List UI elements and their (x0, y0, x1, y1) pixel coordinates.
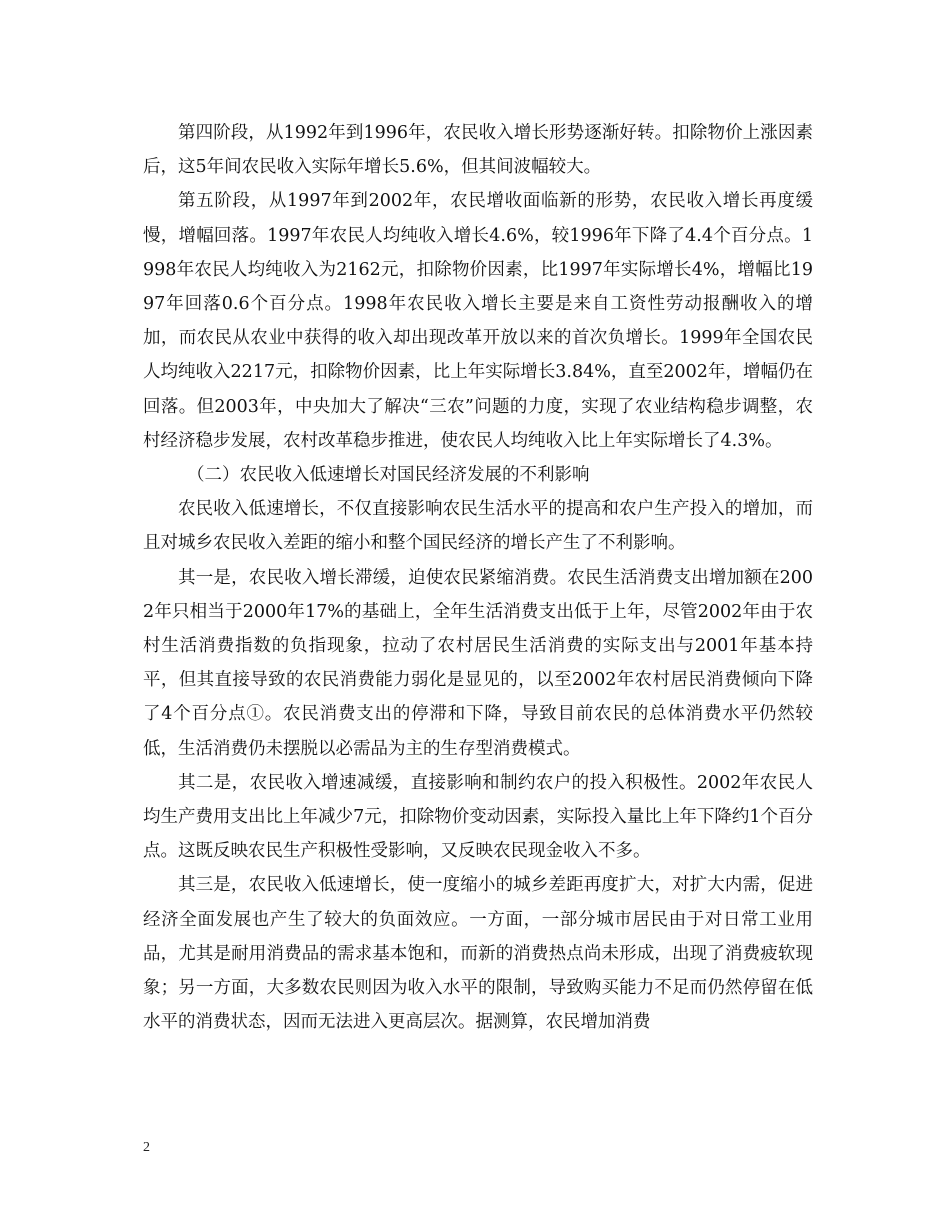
section-heading: （二）农民收入低速增长对国民经济发展的不利影响 (187, 465, 590, 486)
paragraph-third-effect: 其三是，农民收入低速增长，使一度缩小的城乡差距再度扩大，对扩大内需，促进经济全面发展也产生了较大的负面效应。一方面，一部分城市居民由于对日常工业用品，尤其是耐用消费品的需求基本饱和，而新的消费热点尚未形成，出现了消费疲软现象；另一方面，大多数农民则因为收入水平的限制，导致购买能力不足而仍然停留在低水平的消费状态，因而无法进入更高层次。据测算，农民增加消费 (143, 875, 813, 1033)
paragraph-second-effect: 其二是，农民收入增速减缓，直接影响和制约农户的投入积极性。2002年农民人均生产费用支出比上年减少7元，扣除物价变动因素，实际投入量比上年下降约1个百分点。这既反映农民生产积极性受影响，又反映农民现金收入不多。 (143, 772, 813, 862)
paragraph-first-effect: 其一是，农民收入增长滞缓，迫使农民紧缩消费。农民生活消费支出增加额在2002年只相当于2000年17%的基础上，全年生活消费支出低于上年，尽管2002年由于农村生活消费指数的负指现象，拉动了农村居民生活消费的实际支出与2001年基本持平，但其直接导致的农民消费能力弱化是显见的，以至2002年农村居民消费倾向下降了4个百分点①。农民消费支出的停滞和下降，导致目前农民的总体消费水平仍然较低，生活消费仍未摆脱以必需品为主的生存型消费模式。 (143, 567, 813, 759)
paragraph-stage-five: 第五阶段，从1997年到2002年，农民增收面临新的形势，农民收入增长再度缓慢，增幅回落。1997年农民人均纯收入增长4.6%，较1996年下降了4.4个百分点。1998年农民人均纯收入为2162元，扣除物价因素，比1997年实际增长4%，增幅比1997年回落0.6个百分点。1998年农民收入增长主要是来自工资性劳动报酬收入的增加，而农民从农业中获得的收入却出现改革开放以来的首次负增长。1999年全国农民人均纯收入2217元，扣除物价因素，比上年实际增长3.84%，直至2002年，增幅仍在回落。但2003年，中央加大了解决“三农”问题的力度，实现了农业结构稳步调整，农村经济稳步发展，农村改革稳步推进，使农民人均纯收入比上年实际增长了4.3%。 (143, 191, 813, 451)
document-body (143, 116, 813, 1039)
paragraph-stage-four: 第四阶段，从1992年到1996年，农民收入增长形势逐渐好转。扣除物价上涨因素后，这5年间农民收入实际年增长5.6%，但其间波幅较大。 (143, 123, 813, 178)
paragraph-intro: 农民收入低速增长，不仅直接影响农民生活水平的提高和农户生产投入的增加，而且对城乡农民收入差距的缩小和整个国民经济的增长产生了不利影响。 (143, 499, 813, 554)
page-number: 2 (143, 1140, 150, 1155)
